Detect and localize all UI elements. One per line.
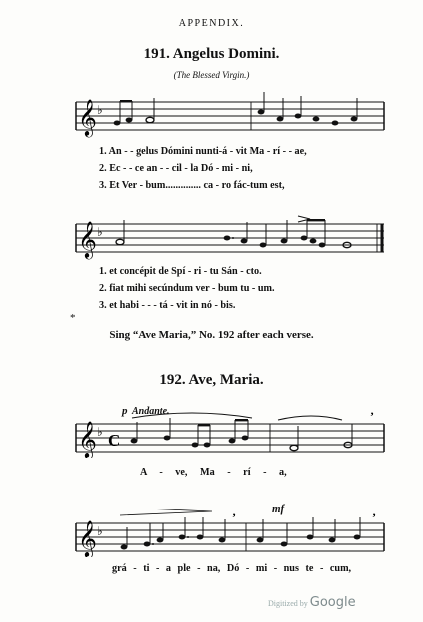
- hymn-191-line-2: 2. Ec - - ce an - - cil - la Dó - mi - ni,: [99, 163, 253, 174]
- hymn-191-line-4: 1. et concépit de Spí - ri - tu Sán - cto.: [99, 266, 262, 277]
- svg-text:𝄞: 𝄞: [78, 98, 97, 136]
- margin-mark: *: [70, 312, 76, 324]
- hymn-191-subtitle: (The Blessed Virgin.): [173, 70, 250, 80]
- svg-text:𝄞: 𝄞: [78, 220, 97, 258]
- google-logo-text: Google: [309, 595, 356, 610]
- hymn-192-line-2: grá - ti - a ple - na, Dó - mi - nus te - cum,: [112, 563, 352, 574]
- dynamic-piano: p: [122, 405, 128, 417]
- hymn-191-line-1: 1. An - - gelus Dómini nunti-á - vit Ma - rí - - ae,: [99, 146, 307, 157]
- hymn-192-staff-1: [72, 410, 388, 458]
- hymn-191-line-6: 3. et habi - - - tá - vit in nó - bis.: [99, 300, 236, 311]
- hymn-191-line-5: 2. fiat mihi secúndum ver - bum tu - um.: [99, 283, 275, 294]
- hymn-192-title: 192. Ave, Maria.: [159, 372, 264, 388]
- svg-text:♭: ♭: [97, 425, 103, 439]
- tempo-marking: Andante.: [132, 406, 170, 417]
- svg-text:𝄞: 𝄞: [78, 519, 97, 557]
- svg-text:’: ’: [372, 510, 376, 524]
- hymn-192-line-1: A - ve, Ma - rí - a,: [140, 467, 287, 478]
- svg-text:’: ’: [232, 510, 236, 524]
- hymn-191-line-3: 3. Et Ver - bum.............. ca - ro fác-tum est,: [99, 180, 285, 191]
- svg-text:♭: ♭: [97, 225, 103, 239]
- google-watermark: [268, 595, 356, 610]
- hymn-191-staff-2: [72, 214, 388, 262]
- dynamic-mezzo-forte: mf: [272, 503, 285, 515]
- hymn-191-note: Sing “Ave Maria,” No. 192 after each verse.: [109, 329, 314, 341]
- hymn-191-title: 191. Angelus Domini.: [143, 46, 280, 62]
- svg-text:♭: ♭: [97, 524, 103, 538]
- hymn-191-staff-1: [72, 92, 388, 140]
- hymn-192-staff-2: [72, 509, 388, 557]
- svg-text:’: ’: [370, 410, 374, 423]
- svg-text:C: C: [108, 431, 121, 450]
- svg-text:𝄞: 𝄞: [78, 420, 97, 458]
- watermark-prefix: Digitized by: [268, 599, 308, 608]
- svg-text:♭: ♭: [97, 103, 103, 117]
- page-header: APPENDIX.: [178, 18, 245, 29]
